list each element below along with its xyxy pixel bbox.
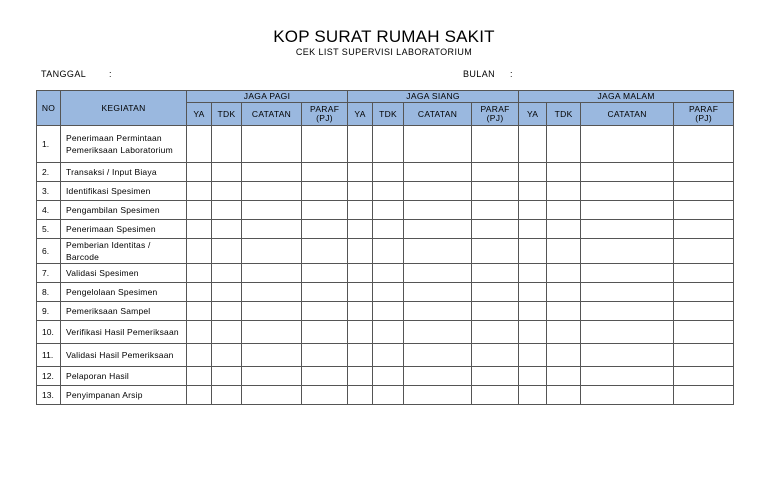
catatan-cell-malam[interactable] bbox=[581, 367, 674, 386]
paraf-cell-malam[interactable] bbox=[674, 182, 734, 201]
catatan-cell-pagi[interactable] bbox=[242, 126, 302, 163]
activity-cell: Pelaporan Hasil bbox=[61, 367, 187, 386]
row-number: 6. bbox=[37, 239, 61, 264]
activity-cell: Penerimaan Spesimen bbox=[61, 220, 187, 239]
activity-cell: Validasi Hasil Pemeriksaan bbox=[61, 344, 187, 367]
tdk-cell-malam[interactable] bbox=[547, 126, 581, 163]
paraf-cell-malam[interactable] bbox=[674, 283, 734, 302]
paraf-cell-malam[interactable] bbox=[674, 344, 734, 367]
ya-cell-malam[interactable] bbox=[519, 302, 547, 321]
tdk-cell-pagi[interactable] bbox=[212, 344, 242, 367]
activity-cell: Validasi Spesimen bbox=[61, 264, 187, 283]
ya-cell-pagi[interactable] bbox=[187, 163, 212, 182]
tdk-cell-pagi[interactable] bbox=[212, 182, 242, 201]
ya-cell-pagi[interactable] bbox=[187, 302, 212, 321]
paraf-cell-pagi[interactable] bbox=[302, 344, 348, 367]
paraf-cell-malam[interactable] bbox=[674, 201, 734, 220]
tdk-cell-siang[interactable] bbox=[373, 239, 404, 264]
row-number: 11. bbox=[37, 344, 61, 367]
row-number: 4. bbox=[37, 201, 61, 220]
tdk-cell-siang[interactable] bbox=[373, 264, 404, 283]
paraf-cell-siang[interactable] bbox=[472, 264, 519, 283]
table-row bbox=[37, 163, 734, 182]
catatan-cell-pagi[interactable] bbox=[242, 386, 302, 405]
catatan-cell-malam[interactable] bbox=[581, 220, 674, 239]
paraf-cell-siang[interactable] bbox=[472, 302, 519, 321]
catatan-cell-siang[interactable] bbox=[404, 182, 472, 201]
paraf-cell-siang[interactable] bbox=[472, 239, 519, 264]
catatan-cell-malam[interactable] bbox=[581, 182, 674, 201]
catatan-cell-malam[interactable] bbox=[581, 126, 674, 163]
row-number: 8. bbox=[37, 283, 61, 302]
tdk-cell-malam[interactable] bbox=[547, 386, 581, 405]
catatan-header-malam: CATATAN bbox=[581, 103, 674, 126]
ya-cell-pagi[interactable] bbox=[187, 283, 212, 302]
tdk-cell-pagi[interactable] bbox=[212, 239, 242, 264]
ya-cell-siang[interactable] bbox=[348, 283, 373, 302]
ya-cell-siang[interactable] bbox=[348, 239, 373, 264]
ya-cell-siang[interactable] bbox=[348, 264, 373, 283]
catatan-cell-siang[interactable] bbox=[404, 283, 472, 302]
paraf-cell-pagi[interactable] bbox=[302, 321, 348, 344]
catatan-cell-pagi[interactable] bbox=[242, 302, 302, 321]
catatan-cell-siang[interactable] bbox=[404, 386, 472, 405]
paraf-cell-malam[interactable] bbox=[674, 126, 734, 163]
tdk-cell-malam[interactable] bbox=[547, 283, 581, 302]
activity-cell: Verifikasi Hasil Pemeriksaan bbox=[61, 321, 187, 344]
shift-header-pagi: JAGA PAGI bbox=[187, 91, 348, 103]
catatan-cell-pagi[interactable] bbox=[242, 367, 302, 386]
ya-cell-malam[interactable] bbox=[519, 283, 547, 302]
ya-cell-pagi[interactable] bbox=[187, 126, 212, 163]
ya-cell-malam[interactable] bbox=[519, 239, 547, 264]
tdk-header-siang: TDK bbox=[373, 103, 404, 126]
ya-cell-siang[interactable] bbox=[348, 321, 373, 344]
ya-cell-malam[interactable] bbox=[519, 163, 547, 182]
ya-cell-siang[interactable] bbox=[348, 126, 373, 163]
ya-header-pagi: YA bbox=[187, 103, 212, 126]
paraf-cell-malam[interactable] bbox=[674, 163, 734, 182]
paraf-cell-siang[interactable] bbox=[472, 220, 519, 239]
paraf-cell-siang[interactable] bbox=[472, 321, 519, 344]
activity-cell: Pemeriksaan Sampel bbox=[61, 302, 187, 321]
tdk-cell-siang[interactable] bbox=[373, 367, 404, 386]
paraf-cell-malam[interactable] bbox=[674, 321, 734, 344]
paraf-header-siang: PARAF (PJ) bbox=[472, 103, 519, 126]
paraf-cell-pagi[interactable] bbox=[302, 367, 348, 386]
paraf-cell-malam[interactable] bbox=[674, 239, 734, 264]
paraf-cell-pagi[interactable] bbox=[302, 126, 348, 163]
ya-cell-pagi[interactable] bbox=[187, 201, 212, 220]
table-row bbox=[37, 182, 734, 201]
catatan-cell-pagi[interactable] bbox=[242, 163, 302, 182]
tdk-cell-malam[interactable] bbox=[547, 321, 581, 344]
table-row bbox=[37, 220, 734, 239]
catatan-cell-siang[interactable] bbox=[404, 163, 472, 182]
table-row bbox=[37, 367, 734, 386]
tdk-cell-malam[interactable] bbox=[547, 344, 581, 367]
activity-cell: Transaksi / Input Biaya bbox=[61, 163, 187, 182]
ya-cell-pagi[interactable] bbox=[187, 239, 212, 264]
catatan-cell-pagi[interactable] bbox=[242, 283, 302, 302]
table-row bbox=[37, 321, 734, 344]
table-row bbox=[37, 283, 734, 302]
catatan-cell-siang[interactable] bbox=[404, 321, 472, 344]
paraf-cell-pagi[interactable] bbox=[302, 220, 348, 239]
header-row-shifts bbox=[37, 91, 734, 103]
tdk-cell-pagi[interactable] bbox=[212, 321, 242, 344]
tdk-cell-siang[interactable] bbox=[373, 321, 404, 344]
month-colon: : bbox=[510, 69, 513, 79]
catatan-cell-siang[interactable] bbox=[404, 239, 472, 264]
row-number: 5. bbox=[37, 220, 61, 239]
table-row bbox=[37, 344, 734, 367]
tdk-cell-malam[interactable] bbox=[547, 220, 581, 239]
catatan-cell-pagi[interactable] bbox=[242, 321, 302, 344]
catatan-header-siang: CATATAN bbox=[404, 103, 472, 126]
tdk-cell-siang[interactable] bbox=[373, 283, 404, 302]
activity-cell: Penyimpanan Arsip bbox=[61, 386, 187, 405]
paraf-cell-malam[interactable] bbox=[674, 386, 734, 405]
tdk-header-malam: TDK bbox=[547, 103, 581, 126]
tdk-cell-siang[interactable] bbox=[373, 126, 404, 163]
table-row bbox=[37, 239, 734, 264]
ya-cell-siang[interactable] bbox=[348, 344, 373, 367]
catatan-cell-malam[interactable] bbox=[581, 283, 674, 302]
catatan-cell-malam[interactable] bbox=[581, 264, 674, 283]
catatan-cell-pagi[interactable] bbox=[242, 344, 302, 367]
document-subtitle: CEK LIST SUPERVISI LABORATORIUM bbox=[295, 47, 473, 57]
row-number: 9. bbox=[37, 302, 61, 321]
tdk-cell-malam[interactable] bbox=[547, 367, 581, 386]
paraf-header-malam: PARAF (PJ) bbox=[674, 103, 734, 126]
table-row bbox=[37, 386, 734, 405]
row-number: 12. bbox=[37, 367, 61, 386]
date-colon: : bbox=[109, 69, 112, 79]
row-number: 2. bbox=[37, 163, 61, 182]
catatan-cell-siang[interactable] bbox=[404, 344, 472, 367]
ya-cell-pagi[interactable] bbox=[187, 344, 212, 367]
paraf-cell-siang[interactable] bbox=[472, 386, 519, 405]
catatan-cell-siang[interactable] bbox=[404, 264, 472, 283]
shift-header-malam: JAGA MALAM bbox=[519, 91, 734, 103]
catatan-cell-siang[interactable] bbox=[404, 367, 472, 386]
table-row bbox=[37, 264, 734, 283]
catatan-header-pagi: CATATAN bbox=[242, 103, 302, 126]
tdk-cell-pagi[interactable] bbox=[212, 220, 242, 239]
paraf-cell-pagi[interactable] bbox=[302, 386, 348, 405]
tdk-cell-pagi[interactable] bbox=[212, 163, 242, 182]
month-field bbox=[463, 69, 513, 79]
paraf-cell-siang[interactable] bbox=[472, 367, 519, 386]
tdk-cell-siang[interactable] bbox=[373, 163, 404, 182]
activity-cell: Pemberian Identitas / Barcode bbox=[61, 239, 187, 264]
ya-cell-malam[interactable] bbox=[519, 264, 547, 283]
paraf-cell-pagi[interactable] bbox=[302, 182, 348, 201]
date-field bbox=[41, 69, 112, 79]
no-column-header: NO bbox=[37, 91, 61, 126]
catatan-cell-pagi[interactable] bbox=[242, 239, 302, 264]
activity-column-header: KEGIATAN bbox=[61, 91, 187, 126]
tdk-cell-malam[interactable] bbox=[547, 163, 581, 182]
table-row bbox=[37, 201, 734, 220]
table-row bbox=[37, 126, 734, 163]
ya-cell-pagi[interactable] bbox=[187, 264, 212, 283]
letterhead-title: KOP SURAT RUMAH SAKIT bbox=[273, 27, 495, 46]
ya-cell-pagi[interactable] bbox=[187, 386, 212, 405]
ya-cell-pagi[interactable] bbox=[187, 367, 212, 386]
row-number: 1. bbox=[37, 126, 61, 163]
ya-cell-malam[interactable] bbox=[519, 321, 547, 344]
ya-cell-siang[interactable] bbox=[348, 386, 373, 405]
tdk-cell-siang[interactable] bbox=[373, 302, 404, 321]
tdk-cell-siang[interactable] bbox=[373, 182, 404, 201]
month-label: BULAN bbox=[463, 69, 496, 79]
catatan-cell-siang[interactable] bbox=[404, 302, 472, 321]
catatan-cell-pagi[interactable] bbox=[242, 201, 302, 220]
tdk-cell-pagi[interactable] bbox=[212, 386, 242, 405]
table-row bbox=[37, 302, 734, 321]
catatan-cell-malam[interactable] bbox=[581, 239, 674, 264]
date-label: TANGGAL bbox=[41, 69, 87, 79]
row-number: 3. bbox=[37, 182, 61, 201]
paraf-cell-siang[interactable] bbox=[472, 163, 519, 182]
catatan-cell-malam[interactable] bbox=[581, 386, 674, 405]
tdk-cell-malam[interactable] bbox=[547, 239, 581, 264]
paraf-cell-siang[interactable] bbox=[472, 182, 519, 201]
tdk-cell-malam[interactable] bbox=[547, 302, 581, 321]
ya-cell-malam[interactable] bbox=[519, 344, 547, 367]
catatan-cell-malam[interactable] bbox=[581, 163, 674, 182]
activity-cell: Penerimaan Permintaan Pemeriksaan Laboratorium bbox=[61, 126, 187, 163]
catatan-cell-siang[interactable] bbox=[404, 220, 472, 239]
paraf-cell-pagi[interactable] bbox=[302, 201, 348, 220]
ya-header-siang: YA bbox=[348, 103, 373, 126]
tdk-cell-siang[interactable] bbox=[373, 386, 404, 405]
ya-cell-siang[interactable] bbox=[348, 220, 373, 239]
paraf-cell-pagi[interactable] bbox=[302, 283, 348, 302]
ya-cell-malam[interactable] bbox=[519, 182, 547, 201]
tdk-cell-pagi[interactable] bbox=[212, 367, 242, 386]
paraf-cell-siang[interactable] bbox=[472, 344, 519, 367]
paraf-cell-malam[interactable] bbox=[674, 302, 734, 321]
catatan-cell-siang[interactable] bbox=[404, 201, 472, 220]
ya-cell-siang[interactable] bbox=[348, 201, 373, 220]
catatan-cell-pagi[interactable] bbox=[242, 220, 302, 239]
tdk-cell-siang[interactable] bbox=[373, 220, 404, 239]
paraf-cell-pagi[interactable] bbox=[302, 163, 348, 182]
ya-cell-pagi[interactable] bbox=[187, 182, 212, 201]
tdk-cell-pagi[interactable] bbox=[212, 126, 242, 163]
row-number: 10. bbox=[37, 321, 61, 344]
paraf-header-pagi: PARAF (PJ) bbox=[302, 103, 348, 126]
ya-cell-siang[interactable] bbox=[348, 302, 373, 321]
paraf-cell-siang[interactable] bbox=[472, 126, 519, 163]
row-number: 7. bbox=[37, 264, 61, 283]
catatan-cell-malam[interactable] bbox=[581, 302, 674, 321]
tdk-cell-pagi[interactable] bbox=[212, 283, 242, 302]
ya-cell-malam[interactable] bbox=[519, 201, 547, 220]
paraf-cell-pagi[interactable] bbox=[302, 264, 348, 283]
ya-cell-malam[interactable] bbox=[519, 386, 547, 405]
catatan-cell-malam[interactable] bbox=[581, 321, 674, 344]
tdk-cell-siang[interactable] bbox=[373, 201, 404, 220]
supervision-checklist-table bbox=[36, 90, 734, 405]
ya-cell-malam[interactable] bbox=[519, 126, 547, 163]
tdk-cell-malam[interactable] bbox=[547, 201, 581, 220]
row-number: 13. bbox=[37, 386, 61, 405]
paraf-cell-malam[interactable] bbox=[674, 264, 734, 283]
catatan-cell-siang[interactable] bbox=[404, 126, 472, 163]
tdk-header-pagi: TDK bbox=[212, 103, 242, 126]
activity-cell: Pengambilan Spesimen bbox=[61, 201, 187, 220]
activity-cell: Pengelolaan Spesimen bbox=[61, 283, 187, 302]
catatan-cell-pagi[interactable] bbox=[242, 264, 302, 283]
tdk-cell-malam[interactable] bbox=[547, 264, 581, 283]
activity-cell: Identifikasi Spesimen bbox=[61, 182, 187, 201]
paraf-cell-siang[interactable] bbox=[472, 283, 519, 302]
paraf-cell-siang[interactable] bbox=[472, 201, 519, 220]
catatan-cell-malam[interactable] bbox=[581, 344, 674, 367]
ya-cell-siang[interactable] bbox=[348, 163, 373, 182]
tdk-cell-pagi[interactable] bbox=[212, 201, 242, 220]
ya-header-malam: YA bbox=[519, 103, 547, 126]
paraf-cell-pagi[interactable] bbox=[302, 239, 348, 264]
tdk-cell-pagi[interactable] bbox=[212, 302, 242, 321]
tdk-cell-pagi[interactable] bbox=[212, 264, 242, 283]
tdk-cell-siang[interactable] bbox=[373, 344, 404, 367]
shift-header-siang: JAGA SIANG bbox=[348, 91, 519, 103]
catatan-cell-pagi[interactable] bbox=[242, 182, 302, 201]
paraf-cell-pagi[interactable] bbox=[302, 302, 348, 321]
ya-cell-siang[interactable] bbox=[348, 367, 373, 386]
ya-cell-siang[interactable] bbox=[348, 182, 373, 201]
ya-cell-malam[interactable] bbox=[519, 367, 547, 386]
paraf-cell-malam[interactable] bbox=[674, 367, 734, 386]
paraf-cell-malam[interactable] bbox=[674, 220, 734, 239]
ya-cell-pagi[interactable] bbox=[187, 321, 212, 344]
catatan-cell-malam[interactable] bbox=[581, 201, 674, 220]
ya-cell-malam[interactable] bbox=[519, 220, 547, 239]
ya-cell-pagi[interactable] bbox=[187, 220, 212, 239]
tdk-cell-malam[interactable] bbox=[547, 182, 581, 201]
